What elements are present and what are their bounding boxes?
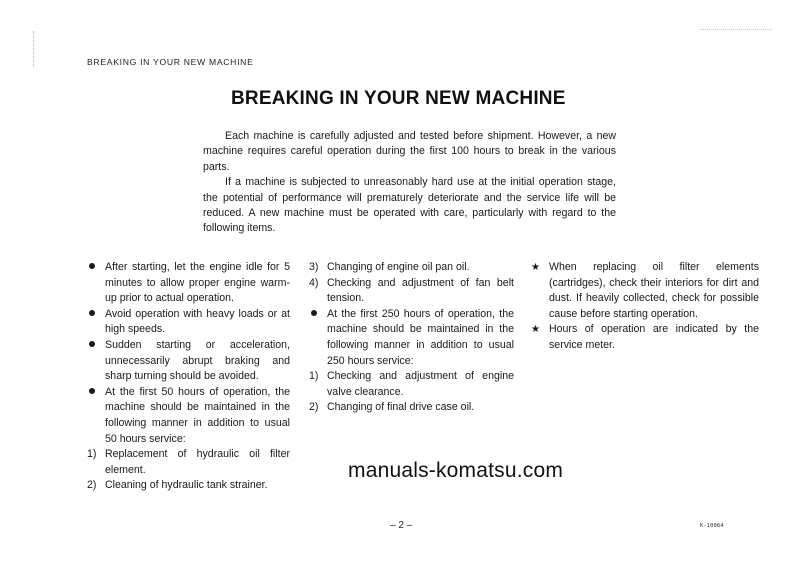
star-icon: ★ bbox=[531, 324, 540, 336]
intro-paragraph-1: Each machine is carefully adjusted and tested before shipment. However, a new machine requires careful operation during the first 100 hours to break in the various parts. bbox=[203, 130, 616, 173]
item-number: 4) bbox=[309, 276, 319, 289]
column-1 bbox=[87, 260, 290, 494]
item-number: 1) bbox=[87, 448, 97, 461]
item-number: 1) bbox=[309, 370, 319, 383]
note-item: ★ Hours of operation are indicated by the service meter. bbox=[531, 323, 759, 351]
document-code: K-10064 bbox=[700, 523, 724, 529]
item-number: 2) bbox=[87, 479, 97, 492]
list-item: Sudden starting or acceleration, unnecessarily abrupt braking and sharp turning should be avoided. bbox=[87, 338, 290, 385]
numbered-item: 1) Checking and adjustment of engine valve clearance. bbox=[309, 370, 514, 398]
item-number: 3) bbox=[309, 261, 319, 273]
numbered-item: 4) Checking and adjustment of fan belt tension. bbox=[309, 276, 514, 305]
item-number: 2) bbox=[309, 401, 319, 414]
page-title: BREAKING IN YOUR NEW MACHINE bbox=[231, 88, 566, 109]
list-item: Avoid operation with heavy loads or at high speeds. bbox=[87, 307, 290, 338]
numbered-item: 2) Changing of final drive case oil. bbox=[309, 400, 514, 416]
scan-artifact bbox=[700, 29, 772, 30]
bullet-icon bbox=[87, 307, 103, 323]
bullet-icon bbox=[309, 307, 325, 323]
page-number: – 2 – bbox=[390, 520, 413, 531]
list-item: At the first 250 hours of operation, the machine should be maintained in the following manner in addition to usual 250 hours service: bbox=[309, 307, 514, 369]
running-head: BREAKING IN YOUR NEW MACHINE bbox=[87, 57, 254, 67]
column-3 bbox=[531, 260, 759, 354]
list-item: After starting, let the engine idle for 5 minutes to allow proper engine warm-up prior to actual operation. bbox=[87, 260, 290, 307]
numbered-item: 2) Cleaning of hydraulic tank strainer. bbox=[87, 478, 290, 494]
numbered-item: 1) Replacement of hydraulic oil filter element. bbox=[87, 448, 290, 476]
intro-text bbox=[203, 129, 616, 237]
numbered-item: 3) Changing of engine oil pan oil. bbox=[309, 260, 514, 276]
margin-marks bbox=[33, 31, 35, 67]
bullet-icon bbox=[87, 385, 103, 401]
column-2 bbox=[309, 260, 514, 416]
bullet-icon bbox=[87, 260, 103, 276]
star-icon: ★ bbox=[531, 262, 540, 273]
bullet-icon bbox=[87, 338, 103, 354]
intro-paragraph-2: If a machine is subjected to unreasonably hard use at the initial operation stage, the potential of performance will prematurely deteriorate and the service life will be reduced. A new machine must be operated with care, particularly with regard to the following items. bbox=[203, 176, 616, 235]
list-item: At the first 50 hours of operation, the machine should be maintained in the following manner in addition to usual 50 hours service: bbox=[87, 385, 290, 447]
note-item: ★ When replacing oil filter elements (cartridges), check their interiors for dirt and dust. If heavily collected, check for possible cause before starting operation. bbox=[531, 261, 759, 320]
watermark: manuals-komatsu.com bbox=[348, 459, 564, 482]
